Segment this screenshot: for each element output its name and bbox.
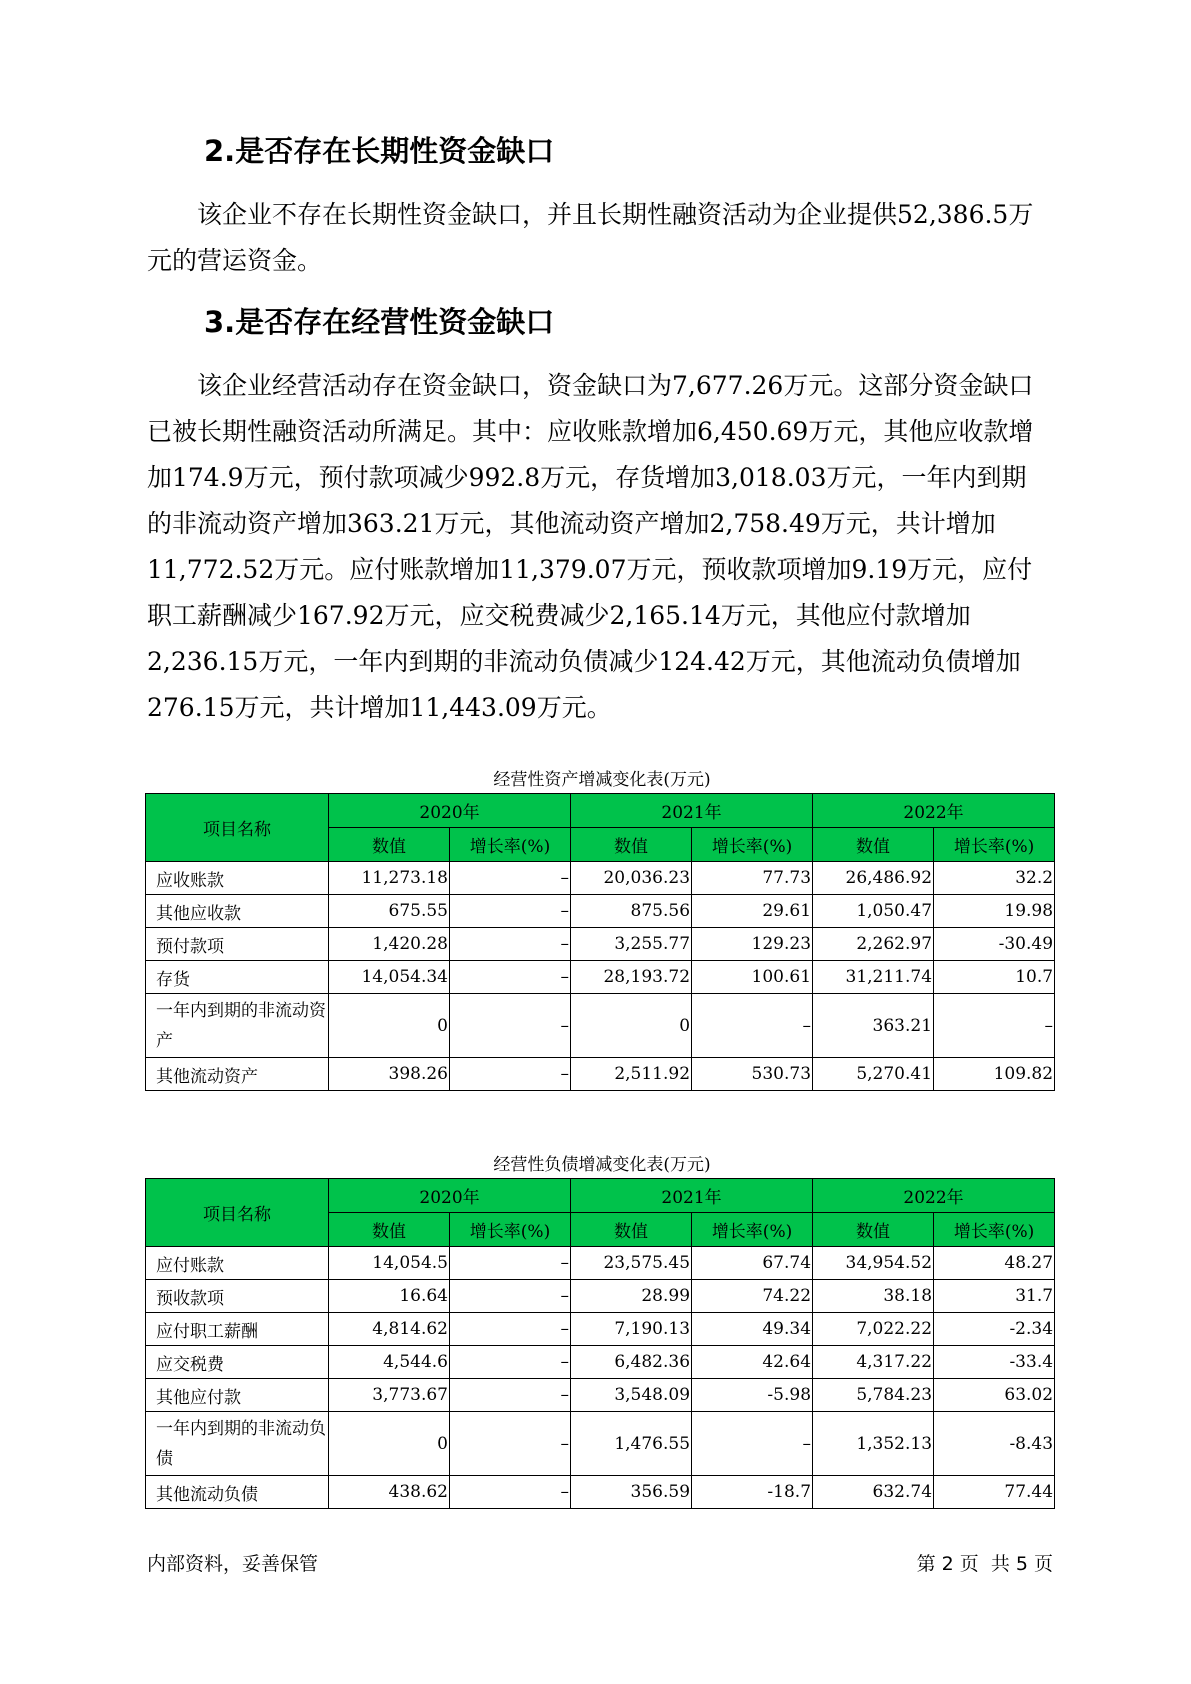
row-label: 其他流动资产 bbox=[146, 1058, 329, 1091]
cell-value: 1,476.55 bbox=[571, 1412, 692, 1476]
header-growth: 增长率(%) bbox=[934, 828, 1055, 862]
row-label: 其他应付款 bbox=[146, 1379, 329, 1412]
cell-value: 2,511.92 bbox=[571, 1058, 692, 1091]
cell-growth: 129.23 bbox=[692, 928, 813, 961]
row-label: 其他流动负债 bbox=[146, 1476, 329, 1509]
cell-value: 632.74 bbox=[813, 1476, 934, 1509]
cell-growth: – bbox=[692, 1412, 813, 1476]
cell-growth: -33.4 bbox=[934, 1346, 1055, 1379]
row-label: 存货 bbox=[146, 961, 329, 994]
row-label: 其他应收款 bbox=[146, 895, 329, 928]
liability-table bbox=[145, 1178, 1055, 1509]
cell-growth: 10.7 bbox=[934, 961, 1055, 994]
cell-value: 4,317.22 bbox=[813, 1346, 934, 1379]
cell-value: 23,575.45 bbox=[571, 1247, 692, 1280]
cell-growth: -30.49 bbox=[934, 928, 1055, 961]
header-value: 数值 bbox=[329, 828, 450, 862]
cell-value: 28,193.72 bbox=[571, 961, 692, 994]
header-growth: 增长率(%) bbox=[450, 1213, 571, 1247]
table-row bbox=[146, 1346, 1055, 1379]
row-label: 应付账款 bbox=[146, 1247, 329, 1280]
cell-growth: – bbox=[450, 1280, 571, 1313]
header-year-2020: 2020年 bbox=[329, 794, 571, 828]
cell-value: 7,190.13 bbox=[571, 1313, 692, 1346]
cell-growth: 29.61 bbox=[692, 895, 813, 928]
row-label: 应付职工薪酬 bbox=[146, 1313, 329, 1346]
cell-value: 3,255.77 bbox=[571, 928, 692, 961]
table-row bbox=[146, 1247, 1055, 1280]
cell-growth: – bbox=[450, 928, 571, 961]
cell-growth: – bbox=[450, 1247, 571, 1280]
header-growth: 增长率(%) bbox=[692, 828, 813, 862]
table-row bbox=[146, 1313, 1055, 1346]
cell-value: 1,352.13 bbox=[813, 1412, 934, 1476]
header-value: 数值 bbox=[571, 828, 692, 862]
cell-value: 14,054.34 bbox=[329, 961, 450, 994]
section3-heading: 3.是否存在经营性资金缺口 bbox=[204, 305, 555, 339]
row-label: 应收账款 bbox=[146, 862, 329, 895]
cell-value: 1,420.28 bbox=[329, 928, 450, 961]
cell-growth: 67.74 bbox=[692, 1247, 813, 1280]
cell-value: 7,022.22 bbox=[813, 1313, 934, 1346]
cell-growth: – bbox=[450, 1313, 571, 1346]
cell-value: 398.26 bbox=[329, 1058, 450, 1091]
cell-growth: -18.7 bbox=[692, 1476, 813, 1509]
cell-growth: – bbox=[450, 1476, 571, 1509]
cell-growth: – bbox=[450, 1379, 571, 1412]
cell-value: 438.62 bbox=[329, 1476, 450, 1509]
cell-growth: 32.2 bbox=[934, 862, 1055, 895]
table-row bbox=[146, 862, 1055, 895]
row-label: 预付款项 bbox=[146, 928, 329, 961]
table-row bbox=[146, 895, 1055, 928]
cell-growth: 48.27 bbox=[934, 1247, 1055, 1280]
table-row bbox=[146, 1058, 1055, 1091]
cell-growth: -8.43 bbox=[934, 1412, 1055, 1476]
table-row bbox=[146, 1476, 1055, 1509]
cell-value: 363.21 bbox=[813, 994, 934, 1058]
cell-value: 31,211.74 bbox=[813, 961, 934, 994]
header-year-2020: 2020年 bbox=[329, 1179, 571, 1213]
header-value: 数值 bbox=[571, 1213, 692, 1247]
header-growth: 增长率(%) bbox=[934, 1213, 1055, 1247]
cell-growth: 42.64 bbox=[692, 1346, 813, 1379]
cell-value: 0 bbox=[329, 994, 450, 1058]
cell-value: 4,814.62 bbox=[329, 1313, 450, 1346]
cell-value: 11,273.18 bbox=[329, 862, 450, 895]
section3-paragraph: 该企业经营活动存在资金缺口，资金缺口为7,677.26万元。这部分资金缺口已被长期性融资活动所满足。其中：应收账款增加6,450.69万元，其他应收款增加174.9万元，预付款项减少992.8万元，存货增加3,018.03万元，一年内到期的非流动资产增加363.21万元，其他流动资产增加2,758.49万元，共计增加11,772.52万元。应付账款增加11,379.07万元，预收款项增加9.19万元，应付职工薪酬减少167.92万元，应交税费减少2,165.14万元，其他应付款增加2,236.15万元，一年内到期的非流动负债减少124.42万元，其他流动负债增加276.15万元，共计增加11,443.09万元。 bbox=[147, 371, 1034, 722]
asset-table bbox=[145, 793, 1055, 1091]
cell-growth: – bbox=[450, 862, 571, 895]
row-label: 一年内到期的非流动资产 bbox=[146, 994, 329, 1058]
table-row bbox=[146, 1280, 1055, 1313]
header-growth: 增长率(%) bbox=[450, 828, 571, 862]
cell-value: 6,482.36 bbox=[571, 1346, 692, 1379]
header-year-2022: 2022年 bbox=[813, 794, 1055, 828]
cell-growth: – bbox=[450, 1346, 571, 1379]
footer-page-number: 第 2 页 共 5 页 bbox=[916, 1553, 1053, 1575]
table-row bbox=[146, 928, 1055, 961]
cell-value: 28.99 bbox=[571, 1280, 692, 1313]
cell-growth: – bbox=[692, 994, 813, 1058]
cell-value: 20,036.23 bbox=[571, 862, 692, 895]
header-value: 数值 bbox=[329, 1213, 450, 1247]
cell-value: 4,544.6 bbox=[329, 1346, 450, 1379]
table-row bbox=[146, 1379, 1055, 1412]
cell-growth: 109.82 bbox=[934, 1058, 1055, 1091]
cell-value: 3,548.09 bbox=[571, 1379, 692, 1412]
cell-growth: – bbox=[934, 994, 1055, 1058]
cell-growth: 19.98 bbox=[934, 895, 1055, 928]
cell-growth: -2.34 bbox=[934, 1313, 1055, 1346]
cell-growth: – bbox=[450, 961, 571, 994]
header-value: 数值 bbox=[813, 1213, 934, 1247]
header-item-name: 项目名称 bbox=[146, 794, 329, 862]
cell-value: 1,050.47 bbox=[813, 895, 934, 928]
section2-heading: 2.是否存在长期性资金缺口 bbox=[204, 134, 555, 168]
asset-table-caption: 经营性资产增减变化表(万元) bbox=[493, 770, 711, 790]
cell-value: 14,054.5 bbox=[329, 1247, 450, 1280]
cell-growth: 31.7 bbox=[934, 1280, 1055, 1313]
table-row bbox=[146, 1412, 1055, 1476]
liability-table-body bbox=[146, 1247, 1055, 1509]
liability-table-caption: 经营性负债增减变化表(万元) bbox=[493, 1155, 711, 1175]
cell-growth: 74.22 bbox=[692, 1280, 813, 1313]
cell-growth: 100.61 bbox=[692, 961, 813, 994]
header-year-2021: 2021年 bbox=[571, 794, 813, 828]
header-item-name: 项目名称 bbox=[146, 1179, 329, 1247]
cell-value: 675.55 bbox=[329, 895, 450, 928]
section2-paragraph: 该企业不存在长期性资金缺口，并且长期性融资活动为企业提供52,386.5万元的营运资金。 bbox=[147, 200, 1034, 275]
cell-value: 875.56 bbox=[571, 895, 692, 928]
cell-growth: 77.44 bbox=[934, 1476, 1055, 1509]
header-value: 数值 bbox=[813, 828, 934, 862]
row-label: 一年内到期的非流动负债 bbox=[146, 1412, 329, 1476]
header-growth: 增长率(%) bbox=[692, 1213, 813, 1247]
cell-value: 0 bbox=[329, 1412, 450, 1476]
footer-confidential-note: 内部资料，妥善保管 bbox=[147, 1553, 319, 1575]
row-label: 预收款项 bbox=[146, 1280, 329, 1313]
cell-growth: – bbox=[450, 994, 571, 1058]
cell-growth: 49.34 bbox=[692, 1313, 813, 1346]
cell-growth: 530.73 bbox=[692, 1058, 813, 1091]
header-year-2021: 2021年 bbox=[571, 1179, 813, 1213]
cell-value: 16.64 bbox=[329, 1280, 450, 1313]
cell-value: 34,954.52 bbox=[813, 1247, 934, 1280]
cell-growth: 63.02 bbox=[934, 1379, 1055, 1412]
cell-growth: – bbox=[450, 1058, 571, 1091]
cell-value: 3,773.67 bbox=[329, 1379, 450, 1412]
row-label: 应交税费 bbox=[146, 1346, 329, 1379]
cell-value: 2,262.97 bbox=[813, 928, 934, 961]
cell-growth: 77.73 bbox=[692, 862, 813, 895]
table-row bbox=[146, 961, 1055, 994]
cell-growth: -5.98 bbox=[692, 1379, 813, 1412]
cell-value: 26,486.92 bbox=[813, 862, 934, 895]
cell-value: 38.18 bbox=[813, 1280, 934, 1313]
header-year-2022: 2022年 bbox=[813, 1179, 1055, 1213]
cell-value: 5,784.23 bbox=[813, 1379, 934, 1412]
cell-value: 356.59 bbox=[571, 1476, 692, 1509]
asset-table-body bbox=[146, 862, 1055, 1091]
cell-value: 0 bbox=[571, 994, 692, 1058]
cell-value: 5,270.41 bbox=[813, 1058, 934, 1091]
table-row bbox=[146, 994, 1055, 1058]
cell-growth: – bbox=[450, 1412, 571, 1476]
cell-growth: – bbox=[450, 895, 571, 928]
